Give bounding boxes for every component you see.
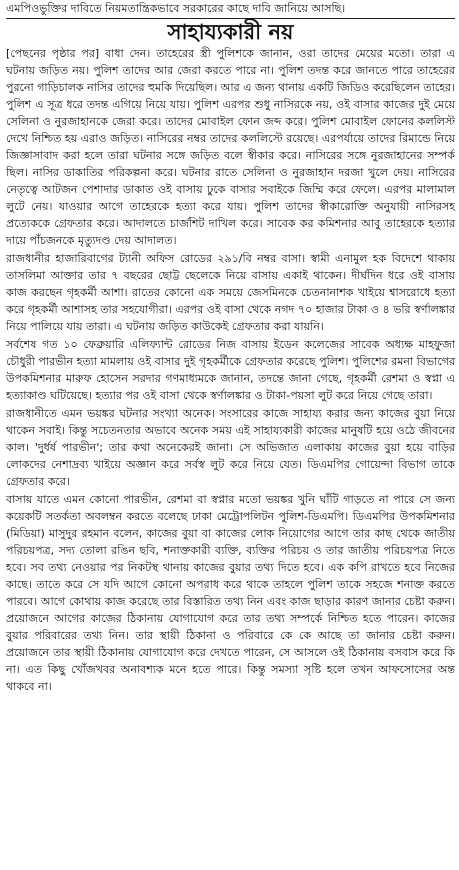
paragraph-text: বাধা দেন। তাহেরের স্ত্রী পুলিশকে জানান, ওরা তাদের মেয়ের মতো। তারা এ ঘটনায় জড়িত নয়। পুলিশ তাদের আর জেরা করতে পারে না। পুলিশ তদন্ত করে জানতে পারে তাহেরের পুরনো গাড়িচালক নাসির তাদের হুমকি দিয়েছিল। আর এ জন্য থানায় একটি জিডিও করেছিলেন তাহের। পুলিশ এ সূত্র ধরে তদন্ত এগিয়ে নিয়ে যায়। পুলিশ এরপর শুধু নাসিরকে নয়, ওই বাসার কাজের দুই মেয়ে সেলিনা ও নুরজাহানকে জেরা করে। তাদের মোবাইল ফোন জব্দ করে। পুলিশ মোবাইল ফোনের কললিস্ট দেখে নিশ্চিত হয় এরাও জড়িত। নাসিরের নম্বর তাদের কললিস্টে রয়েছে। এরপর্যায়ে তাদের রিমান্ডে নিয়ে জিজ্ঞাসাবাদ করা হলে তারা ঘটনার সঙ্গে জড়িত বলে স্বীকার করে। নাসিরের সঙ্গে নুরজাহানের সম্পর্ক ছিল। নাসির ডাকাতির পরিকল্পনা করে। ঘটনার রাতে সেলিনা ও নুরজাহান দরজা খুলে দেয়। নাসিরের নেতৃত্বে আটজন পেশাদার ডাকাত ওই বাসায় ঢুকে বাসার সবাইকে জিম্মি করে ফেলে। এরপর মালামাল লুটে নেয়। যাওয়ার আগে তাহেরকে হত্যা করে যায়। পুলিশ তাদের স্বীকারোক্তি অনুযায়ী নাসিরসহ প্রত্যেককে গ্রেফতার করে। আদালতে চার্জশিট দাখিল করে। সাবেক কর কমিশনার আবু তাহেরকে হত্যার দায়ে পাঁচজনকে মৃত্যুদণ্ড দেয় আদালত। — [6, 47, 456, 247]
article-paragraph — [6, 45, 455, 249]
article-headline: সাহায্যকারী নয় — [167, 20, 294, 44]
article-paragraph: রাজধানীতে এমন ভয়ঙ্কর ঘটনার সংখ্যা অনেক। সংসারের কাজে সাহায্য করার জন্য কাজের বুয়া নিয়ে থাকেন সবাই। কিন্তু সচেতনতার অভাবে অনেক সময় এই সাহায্যকারী কাজের মানুষটি হয়ে ওঠে জীবনের কাল। 'দুর্ধর্ষ পারভীন'; তার কথা অনেকেরই জানা। সে অভিজাত এলাকায় কাজের বুয়া হয়ে বাড়ির লোকদের নেশাদ্রব্য খাইয়ে অজ্ঞান করে সর্বস্ব লুট করে নিয়ে যেত। ডিএমপির গোয়েন্দা বিভাগ তাকে গ্রেফতার করে। — [6, 407, 455, 488]
article-body — [6, 45, 455, 695]
article-paragraph: রাজধানীর হাজারিবাগের ট্যানী অফিস রোডের ২৯১/বি নম্বর বাসা। স্বামী এনামুল হক বিদেশে থাকায় তাসলিমা আক্তার তার ৭ বছরের ছোট্ট ছেলেকে নিয়ে বাসায় একাই থাকেন। দীর্ঘদিন ধরে ওই বাসায় কাজ করছেন গৃহকর্মী আশা। রাতের কোনো এক সময়ে জেসমিনকে চেতনানাশক খাইয়ে শ্বাসরোধে হত্যা করে গৃহকর্মী আশাসহ তার সহযোগীরা। এরপর ওই বাসা থেকে নগদ ৭০ হাজার টাকা ও ৪ ভরি স্বর্ণালঙ্কার নিয়ে পালিয়ে যায় তারা। এ ঘটনায় জড়িত কাউকেই গ্রেফতার করা যায়নি। — [6, 252, 455, 333]
previous-article-tail: এমপিওভুক্তির দাবিতে নিয়মতান্ত্রিকভাবে সরকারের কাছে দাবি জানিয়ে আসছি। — [6, 0, 455, 19]
continued-from-label: [পেছনের পৃষ্ঠার পর] — [6, 47, 100, 60]
article-paragraph: সর্বশেষ গত ১০ ফেব্রুয়ারি এলিফ্যান্ট রোডের নিজ বাসায় ইডেন কলেজের সাবেক অধ্যক্ষ মাহফুজা চৌধুরী পারভীন হত্যা মামলায় ওই বাসার দুই গৃহকর্মীকে গ্রেফতার করেছে পুলিশ। পুলিশের রমনা বিভাগের উপকমিশনার মারুফ হোসেন সরদার গণমাধ্যমকে জানান, তদন্তে জানা গেছে, গৃহকর্মী রেশমা ও স্বপ্না এ হত্যাকাণ্ড ঘটিয়েছে। হত্যার পর ওই বাসা থেকে স্বর্ণালঙ্কার ও টাকা-পয়সা লুট করে নিয়ে গেছে তারা। — [6, 338, 455, 402]
article-paragraph: বাসায় যাতে এমন কোনো পারভীন, রেশমা বা স্বপ্নার মতো ভয়ঙ্কর খুনি ঘাঁটি গাড়তে না পারে সে জন্য কয়েকটি সতর্কতা অবলম্বন করতে বলেছে ঢাকা মেট্রোপলিটন পুলিশ-ডিএমপি। ডিএমপির উপকমিশনার (মিডিয়া) মাসুদুর রহমান বলেন, কাজের বুয়া বা কাজের লোক নিয়োগের আগে তার কাছ থেকে জাতীয় পরিচয়পত্র, সদ্য তোলা রঙিন ছবি, শনাক্তকারী ব্যক্তি, ব্যক্তির পরিচয় ও তার জাতীয় পরিচয়পত্র নিতে হবে। সব তথ্য নেওয়ার পর নিকটস্থ থানায় কাজের বুয়ার তথ্য দিতে হবে। এক কপি রাখতে হবে নিজের কাছে। তাতে করে সে যদি আগে কোনো অপরাধ করে থাকে তাহলে পুলিশ তাকে সহজে শনাক্ত করতে পারবে। আগে কোথায় কাজ করেছে তার বিস্তারিত তথ্য নিন এবং কাজ ছাড়ার কারণ জানার চেষ্টা করুন। প্রয়োজনে আগের কাজের ঠিকানায় যোগাযোগ করে তার তথ্য সম্পর্কে নিশ্চিত হতে পারেন। কাজের বুয়ার পরিবারের তথ্য নিন। তার স্থায়ী ঠিকানা ও পরিবারে কে কে আছে তা জানার চেষ্টা করুন। প্রয়োজনে তার স্থায়ী ঠিকানায় যোগাযোগ করে দেখতে পারেন, সে আসলে ওই ঠিকানায় বসবাস করে কি না। এত কিছু খোঁজখবর অনাবশ্যক মনে হতে পারে। কিন্তু সমস্যা সৃষ্টি হলে তখন আফসোসের অন্ত থাকবে না। — [6, 493, 455, 693]
